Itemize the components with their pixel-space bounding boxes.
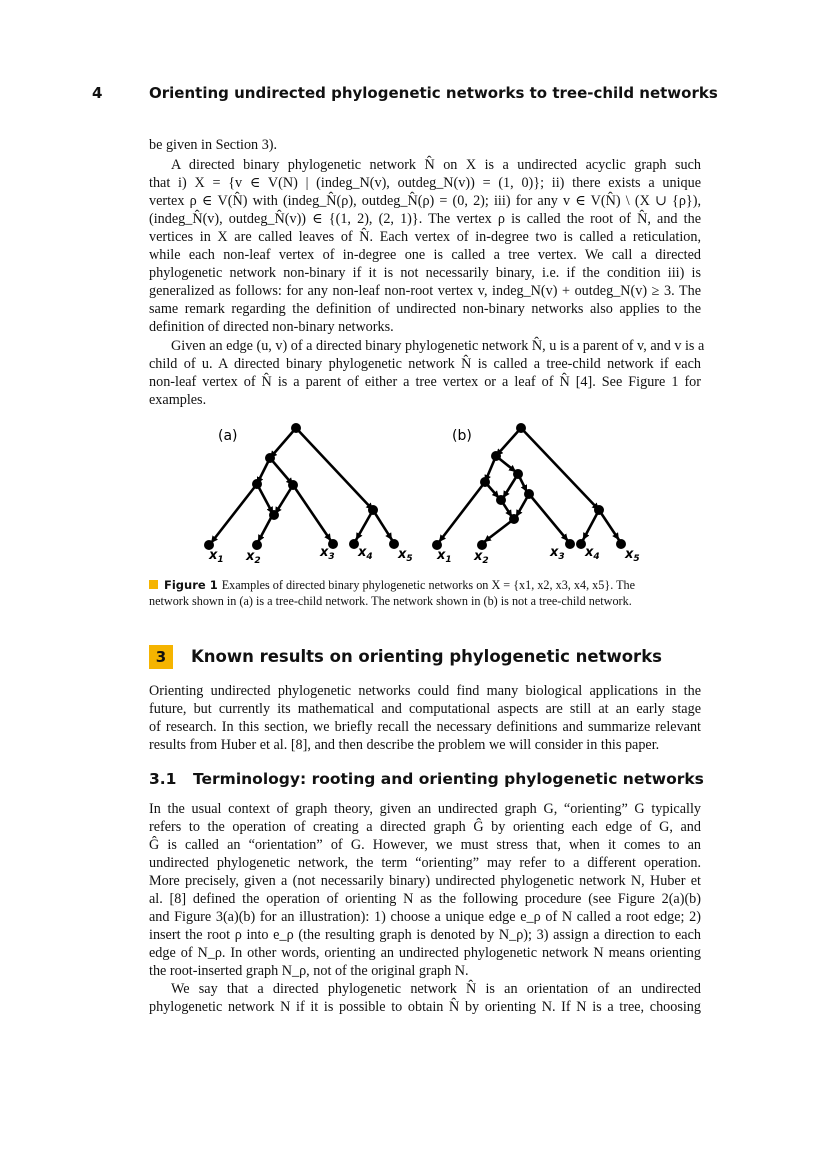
caption-line: network shown in (a) is a tree-child network. The network shown in (b) is not a tree-child network. bbox=[149, 594, 632, 608]
caption-line: Examples of directed binary phylogenetic networks on X = {x1, x2, x3, x4, x5}. The bbox=[221, 578, 636, 592]
leaf-label-x1-b: $x_1$ bbox=[437, 548, 452, 565]
running-header bbox=[92, 84, 732, 106]
leaf-label-x5-a: $x_5$ bbox=[398, 547, 413, 564]
edge bbox=[529, 494, 568, 541]
paragraph-definition-directed-network bbox=[149, 156, 701, 336]
text-line: child of u. A directed binary phylogenetic network N̂ is called a tree-child network if each bbox=[149, 356, 701, 372]
edge bbox=[496, 428, 521, 456]
paragraph-continuation bbox=[149, 136, 701, 154]
tree-vertex bbox=[480, 477, 490, 487]
edge bbox=[356, 510, 373, 540]
leaf-label-x4-b: $x_4$ bbox=[585, 545, 600, 562]
text-line: Ĝ is called an “orientation” of G. However, we must stress that, when it comes to an bbox=[149, 837, 701, 853]
network-a bbox=[211, 428, 392, 543]
leaf-vertex bbox=[565, 539, 575, 549]
tree-vertex bbox=[491, 451, 501, 461]
leaf-label-x1-a: $x_1$ bbox=[209, 548, 224, 565]
caption-marker bbox=[149, 580, 158, 589]
text-line: that i) X = {v ∈ V(N) | (indeg_N(v), outdeg_N(v)) = (1, 0)}; ii) there exists a unique bbox=[149, 175, 701, 191]
text-line: edge of N_ρ. In other words, orienting an undirected phylogenetic network N means orienting bbox=[149, 945, 701, 961]
text-line: the root-inserted graph N_ρ, not of the original graph N. bbox=[149, 963, 469, 979]
tree-vertex bbox=[513, 469, 523, 479]
edge bbox=[373, 510, 392, 540]
figure-1-caption bbox=[149, 577, 701, 609]
leaf-label-x2-b: $x_2$ bbox=[474, 549, 489, 566]
leaf-label-x4-a: $x_4$ bbox=[358, 545, 373, 562]
text-line: examples. bbox=[149, 392, 207, 408]
root-vertex bbox=[291, 423, 301, 433]
reticulation-vertex bbox=[269, 510, 279, 520]
text-line: and Figure 3(a)(b) for an illustration): 1) choose a unique edge e_ρ of N called a root edge; 2) bbox=[149, 909, 701, 925]
edge bbox=[270, 458, 293, 485]
tree-vertex bbox=[252, 479, 262, 489]
edge bbox=[484, 519, 514, 542]
text-line: A directed binary phylogenetic network N̂ on X is a undirected acyclic graph such bbox=[171, 157, 701, 173]
edge bbox=[439, 482, 485, 542]
text-line: More precisely, given a (not necessarily binary) undirected phylogenetic network N, Huber et bbox=[149, 873, 701, 889]
text-line: phylogenetic network non-binary if it is not necessarily binary, i.e. if the condition iii) is bbox=[149, 265, 701, 281]
text-line: insert the root ρ into e_ρ (the resulting graph is denoted by N_ρ); 3) assign a direction to each bbox=[149, 927, 701, 943]
text-line: In the usual context of graph theory, given an undirected graph G, “orienting” G typically bbox=[149, 801, 701, 817]
text-line: vertex ρ ∈ V(N̂) with (indeg_N̂(ρ), outdeg_N̂(ρ) = (0, 2); iii) for any v ∈ V(N̂) \ (X ∪ {ρ}), bbox=[149, 193, 701, 209]
figure-1-diagram bbox=[196, 418, 666, 568]
text-line: Given an edge (u, v) of a directed binary phylogenetic network N̂, u is a parent of v, and v is a bbox=[171, 338, 705, 354]
text-line: of research. In this section, we briefly recall the necessary definitions and summarize relevant bbox=[149, 719, 701, 735]
caption-label: Figure 1 bbox=[164, 578, 218, 592]
tree-vertex bbox=[594, 505, 604, 515]
edge bbox=[211, 484, 257, 543]
tree-vertex bbox=[265, 453, 275, 463]
text-line: future, but currently its mathematical and computational aspects are still at an early stage bbox=[149, 701, 701, 717]
text-line: generalized as follows: for any non-leaf non-root vertex v, indeg_N(v) + outdeg_N(v) ≥ 3. The bbox=[149, 283, 701, 299]
panel-b-label: (b) bbox=[452, 428, 472, 444]
tree-vertex bbox=[524, 489, 534, 499]
text-line: Orienting undirected phylogenetic networks could find many biological applications in the bbox=[149, 683, 701, 699]
panel-a-label: (a) bbox=[218, 428, 238, 444]
text-line: undirected phylogenetic network, the term “orienting” may refer to a different operation. bbox=[149, 855, 701, 871]
tree-vertex bbox=[288, 480, 298, 490]
edge bbox=[257, 484, 273, 514]
leaf-label-x2-a: $x_2$ bbox=[246, 549, 261, 566]
tree-vertex bbox=[368, 505, 378, 515]
leaf-vertex bbox=[328, 539, 338, 549]
text-line: (indeg_N̂(v), outdeg_N̂(v)) ∈ {(1, 2), (2, 1)}. The vertex ρ is called the root of N̂, and the bbox=[149, 211, 701, 227]
leaf-label-x3-a: $x_3$ bbox=[320, 545, 335, 562]
subsection-title: Terminology: rooting and orienting phylogenetic networks bbox=[193, 770, 704, 788]
edge bbox=[296, 428, 373, 510]
paragraph-orientation-definition bbox=[149, 980, 701, 1016]
section-title: Known results on orienting phylogenetic networks bbox=[191, 647, 662, 666]
section-number-badge: 3 bbox=[149, 645, 173, 669]
text-line: definition of directed non-binary networks. bbox=[149, 319, 394, 335]
leaf-label-x3-b: $x_3$ bbox=[550, 545, 565, 562]
page-number: 4 bbox=[92, 84, 103, 102]
text-line: phylogenetic network N if it is possible to obtain N̂ by orienting N. If N is a tree, choosing bbox=[149, 999, 701, 1015]
subsection-heading-3-1 bbox=[149, 770, 704, 788]
edge bbox=[270, 428, 296, 458]
reticulation-vertex bbox=[496, 495, 506, 505]
paragraph-tree-child-definition bbox=[149, 337, 705, 409]
text-line: refers to the operation of creating a directed graph Ĝ by orienting each edge of G, and bbox=[149, 819, 701, 835]
edge bbox=[275, 485, 293, 514]
running-title: Orienting undirected phylogenetic networks to tree-child networks bbox=[149, 84, 718, 102]
text-line: while each non-leaf vertex of in-degree one is called a tree vertex. We call a directed bbox=[149, 247, 701, 263]
text-line: al. [8] defined the operation of orienting N as the following procedure (see Figure 2(a)(b) bbox=[149, 891, 701, 907]
paragraph-section-3-intro bbox=[149, 682, 701, 754]
text-line: be given in Section 3). bbox=[149, 137, 278, 153]
text-line: same remark regarding the definition of undirected non-binary networks also applies to the bbox=[149, 301, 701, 317]
edge bbox=[583, 510, 599, 540]
text-line: vertices in X are called leaves of N̂. Each vertex of in-degree two is called a reticulation, bbox=[149, 229, 701, 245]
leaf-label-x5-b: $x_5$ bbox=[625, 547, 640, 564]
root-vertex bbox=[516, 423, 526, 433]
paragraph-terminology bbox=[149, 800, 701, 980]
figure-1 bbox=[196, 418, 666, 568]
edge bbox=[599, 510, 619, 540]
text-line: non-leaf vertex of N̂ is a parent of either a tree vertex or a leaf of N̂ [4]. See Figure 1 for bbox=[149, 374, 701, 390]
subsection-number: 3.1 bbox=[149, 770, 177, 788]
edge bbox=[293, 485, 331, 541]
text-line: results from Huber et al. [8], and then describe the problem we will consider in this paper. bbox=[149, 737, 660, 753]
network-b bbox=[439, 428, 619, 542]
text-line: We say that a directed phylogenetic network N̂ is an orientation of an undirected bbox=[171, 981, 701, 997]
reticulation-vertex bbox=[509, 514, 519, 524]
